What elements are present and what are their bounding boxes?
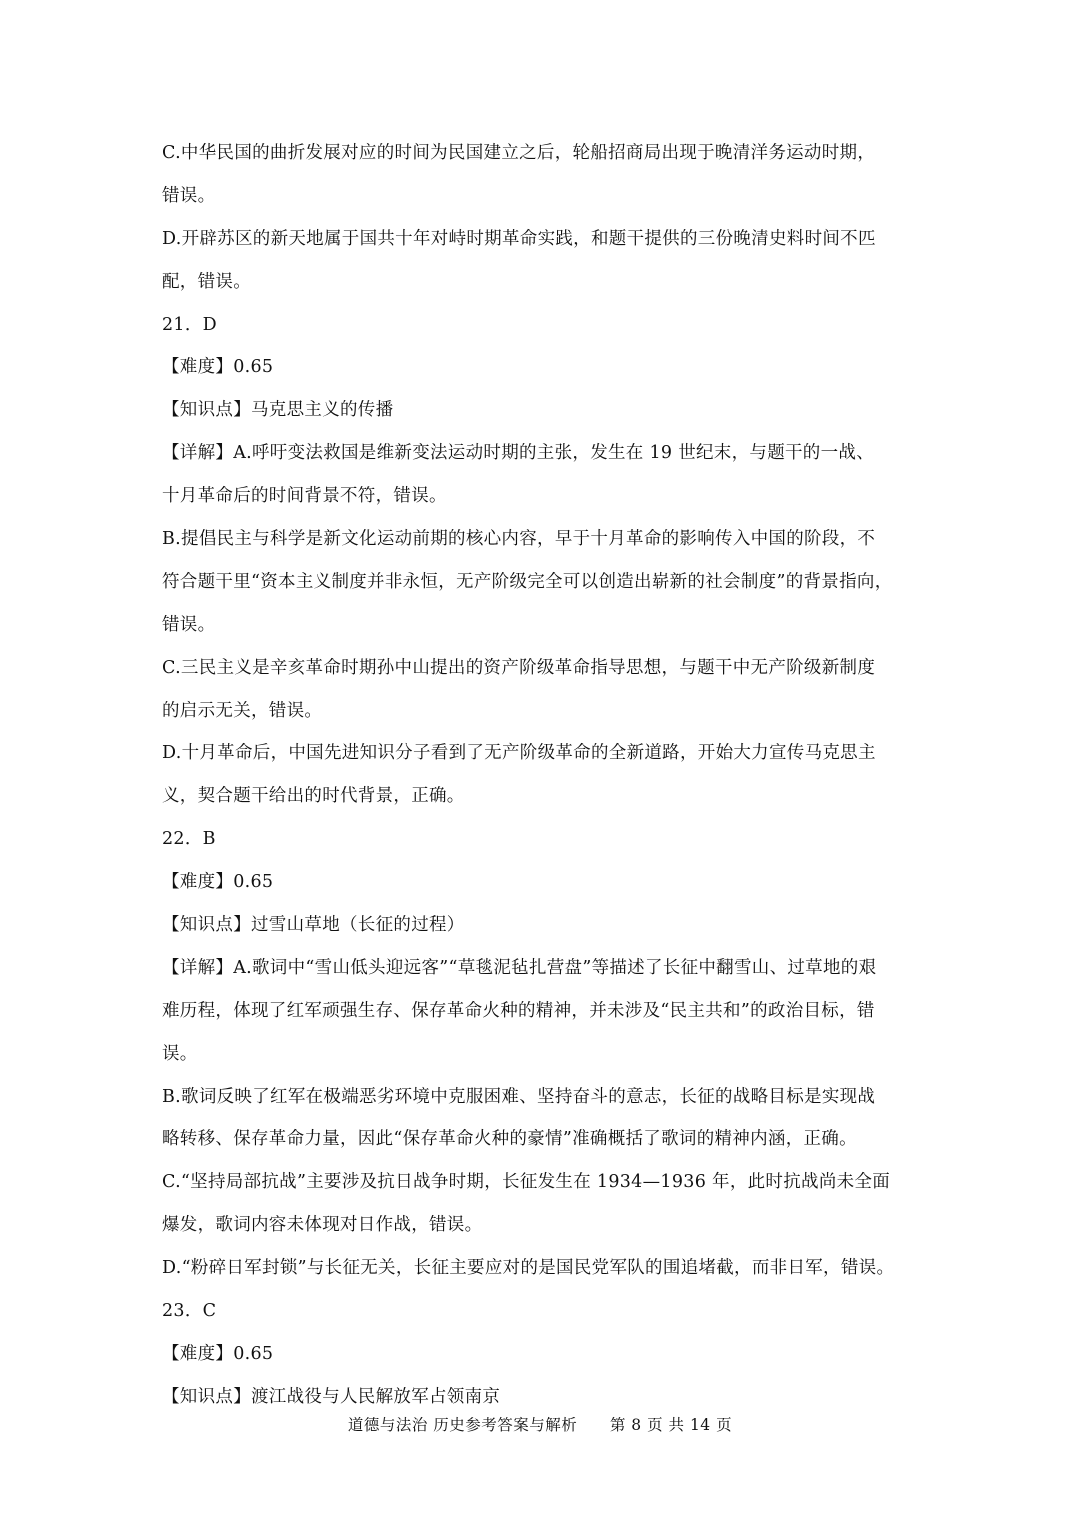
text-line: D.“粉碎日军封锁”与长征无关，长征主要应对的是国民党军队的围追堵截，而非日军，错误。 <box>162 1258 895 1279</box>
text-line: C.“坚持局部抗战”主要涉及抗日战争时期，长征发生在 1934—1936 年，此时抗战尚未全面 <box>162 1172 891 1193</box>
text-line: C.中华民国的曲折发展对应的时间为民国建立之后，轮船招商局出现于晚清洋务运动时期， <box>162 143 876 163</box>
knowledge-point: 【知识点】过雪山草地（长征的过程） <box>162 915 465 936</box>
text-line: 爆发，歌词内容未体现对日作战，错误。 <box>162 1215 483 1236</box>
footer-subject: 道德与法治 历史参考答案与解析 <box>347 1416 578 1434</box>
question-number: 23．C <box>162 1301 217 1322</box>
text-line: B.歌词反映了红军在极端恶劣环境中克服困难、坚持奋斗的意志，长征的战略目标是实现战 <box>162 1086 876 1107</box>
text-line: 错误。 <box>162 614 216 635</box>
question-number: 22．B <box>162 829 216 850</box>
text-line: 略转移、保存革命力量，因此“保存革命火种的豪情”准确概括了歌词的精神内涵，正确。 <box>162 1129 857 1150</box>
difficulty-label: 【难度】0.65 <box>162 872 274 893</box>
page-footer <box>0 1413 1080 1435</box>
text-line: D.十月革命后，中国先进知识分子看到了无产阶级革命的全新道路，开始大力宣传马克思主 <box>162 743 876 764</box>
footer-page-number: 第 8 页 共 14 页 <box>609 1416 733 1434</box>
question-number: 21．D <box>162 314 217 335</box>
text-line: 符合题干里“资本主义制度并非永恒，无产阶级完全可以创造出崭新的社会制度”的背景指向， <box>162 571 893 592</box>
difficulty-label: 【难度】0.65 <box>162 357 274 378</box>
difficulty-label: 【难度】0.65 <box>162 1343 274 1364</box>
knowledge-point: 【知识点】马克思主义的传播 <box>162 400 394 421</box>
text-line: C.三民主义是辛亥革命时期孙中山提出的资产阶级革命指导思想，与题干中无产阶级新制度 <box>162 657 876 678</box>
text-line: 【详解】A.歌词中“雪山低头迎远客”“草毯泥毡扎营盘”等描述了长征中翻雪山、过草地的艰 <box>162 957 877 978</box>
knowledge-point: 【知识点】渡江战役与人民解放军占领南京 <box>162 1386 501 1407</box>
text-line: 义，契合题干给出的时代背景，正确。 <box>162 786 465 807</box>
text-line: 的启示无关，错误。 <box>162 700 323 721</box>
text-line: 错误。 <box>162 185 216 206</box>
text-line: 误。 <box>162 1043 198 1064</box>
text-line: 十月革命后的时间背景不符，错误。 <box>162 486 447 507</box>
text-line: 难历程，体现了红军顽强生存、保存革命火种的精神，并未涉及“民主共和”的政治目标，错 <box>162 1000 875 1021</box>
text-line: B.提倡民主与科学是新文化运动前期的核心内容，早于十月革命的影响传入中国的阶段，不 <box>162 529 876 550</box>
text-line: D.开辟苏区的新天地属于国共十年对峙时期革命实践，和题干提供的三份晚清史料时间不匹 <box>162 228 876 249</box>
text-line: 【详解】A.呼吁变法救国是维新变法运动时期的主张，发生在 19 世纪末，与题干的一战、 <box>162 443 874 464</box>
text-line: 配，错误。 <box>162 271 251 292</box>
answer-content <box>162 132 922 1419</box>
